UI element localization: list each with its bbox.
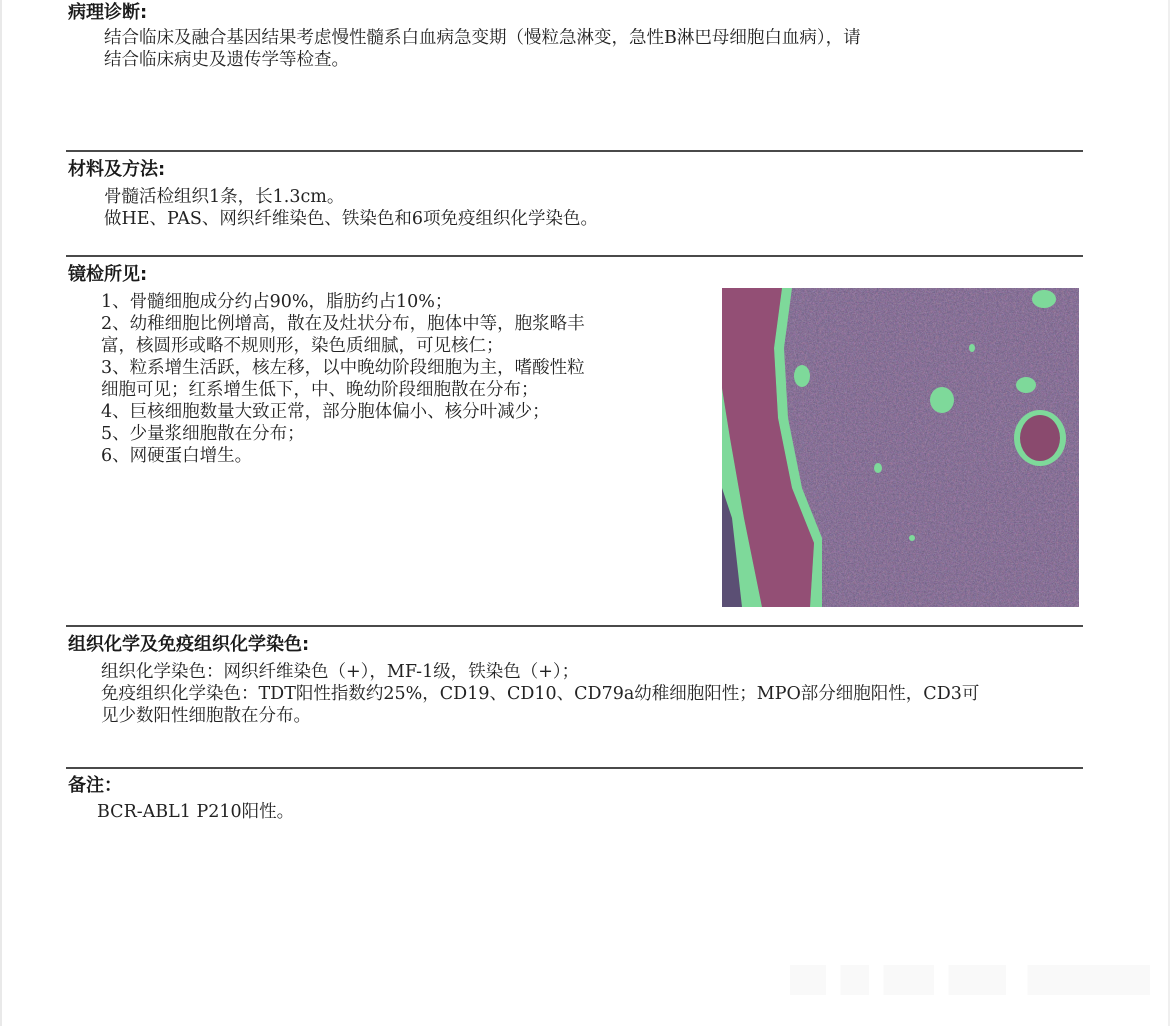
diagnosis-heading: 病理诊断: xyxy=(68,2,148,23)
microscopy-line: 3、粒系增生活跃，核左移，以中晚幼阶段细胞为主，嗜酸性粒 xyxy=(101,358,585,378)
materials-text xyxy=(104,186,598,230)
section-divider xyxy=(66,625,1083,627)
microscopy-line: 6、网硬蛋白增生。 xyxy=(101,446,253,466)
ihc-line: 见少数阳性细胞散在分布。 xyxy=(101,706,311,726)
remarks-line: BCR-ABL1 P210阳性。 xyxy=(97,802,295,822)
diagnosis-text xyxy=(104,27,861,71)
ihc-line: 免疫组织化学染色：TDT阳性指数约25%，CD19、CD10、CD79a幼稚细胞阳性；MPO部分细胞阳性，CD3可 xyxy=(101,684,980,704)
remarks-heading: 备注： xyxy=(68,775,122,796)
histology-micrograph xyxy=(722,288,1079,607)
diagnosis-line: 结合临床病史及遗传学等检查。 xyxy=(104,50,349,70)
microscopy-line: 5、少量浆细胞散在分布； xyxy=(101,424,305,444)
section-divider xyxy=(66,255,1083,257)
materials-line: 骨髓活检组织1条，长1.3cm。 xyxy=(104,187,345,207)
faint-watermark xyxy=(790,965,1150,995)
materials-line: 做HE、PAS、网织纤维染色、铁染色和6项免疫组织化学染色。 xyxy=(104,209,598,229)
diagnosis-line: 结合临床及融合基因结果考虑慢性髓系白血病急变期（慢粒急淋变，急性B淋巴母细胞白血病），请 xyxy=(104,28,861,48)
materials-heading: 材料及方法: xyxy=(68,159,166,180)
section-divider xyxy=(66,150,1083,152)
microscopy-line: 富，核圆形或略不规则形，染色质细腻，可见核仁； xyxy=(101,336,504,356)
ihc-text xyxy=(101,661,979,727)
microscopy-heading: 镜检所见: xyxy=(68,264,148,285)
microscopy-line: 2、幼稚细胞比例增高，散在及灶状分布，胞体中等，胞浆略丰 xyxy=(101,314,585,334)
microscopy-line: 细胞可见；红系增生低下，中、晚幼阶段细胞散在分布； xyxy=(101,380,539,400)
ihc-line: 组织化学染色：网织纤维染色（+），MF-1级，铁染色（+）； xyxy=(101,662,580,682)
microscopy-text xyxy=(101,291,585,467)
microscopy-line: 4、巨核细胞数量大致正常，部分胞体偏小、核分叶减少； xyxy=(101,402,550,422)
microscopy-line: 1、骨髓细胞成分约占90%，脂肪约占10%； xyxy=(101,292,453,312)
ihc-heading: 组织化学及免疫组织化学染色: xyxy=(68,634,310,655)
section-divider xyxy=(66,767,1083,769)
page-edge-left xyxy=(0,0,2,1026)
remarks-text xyxy=(97,801,294,823)
